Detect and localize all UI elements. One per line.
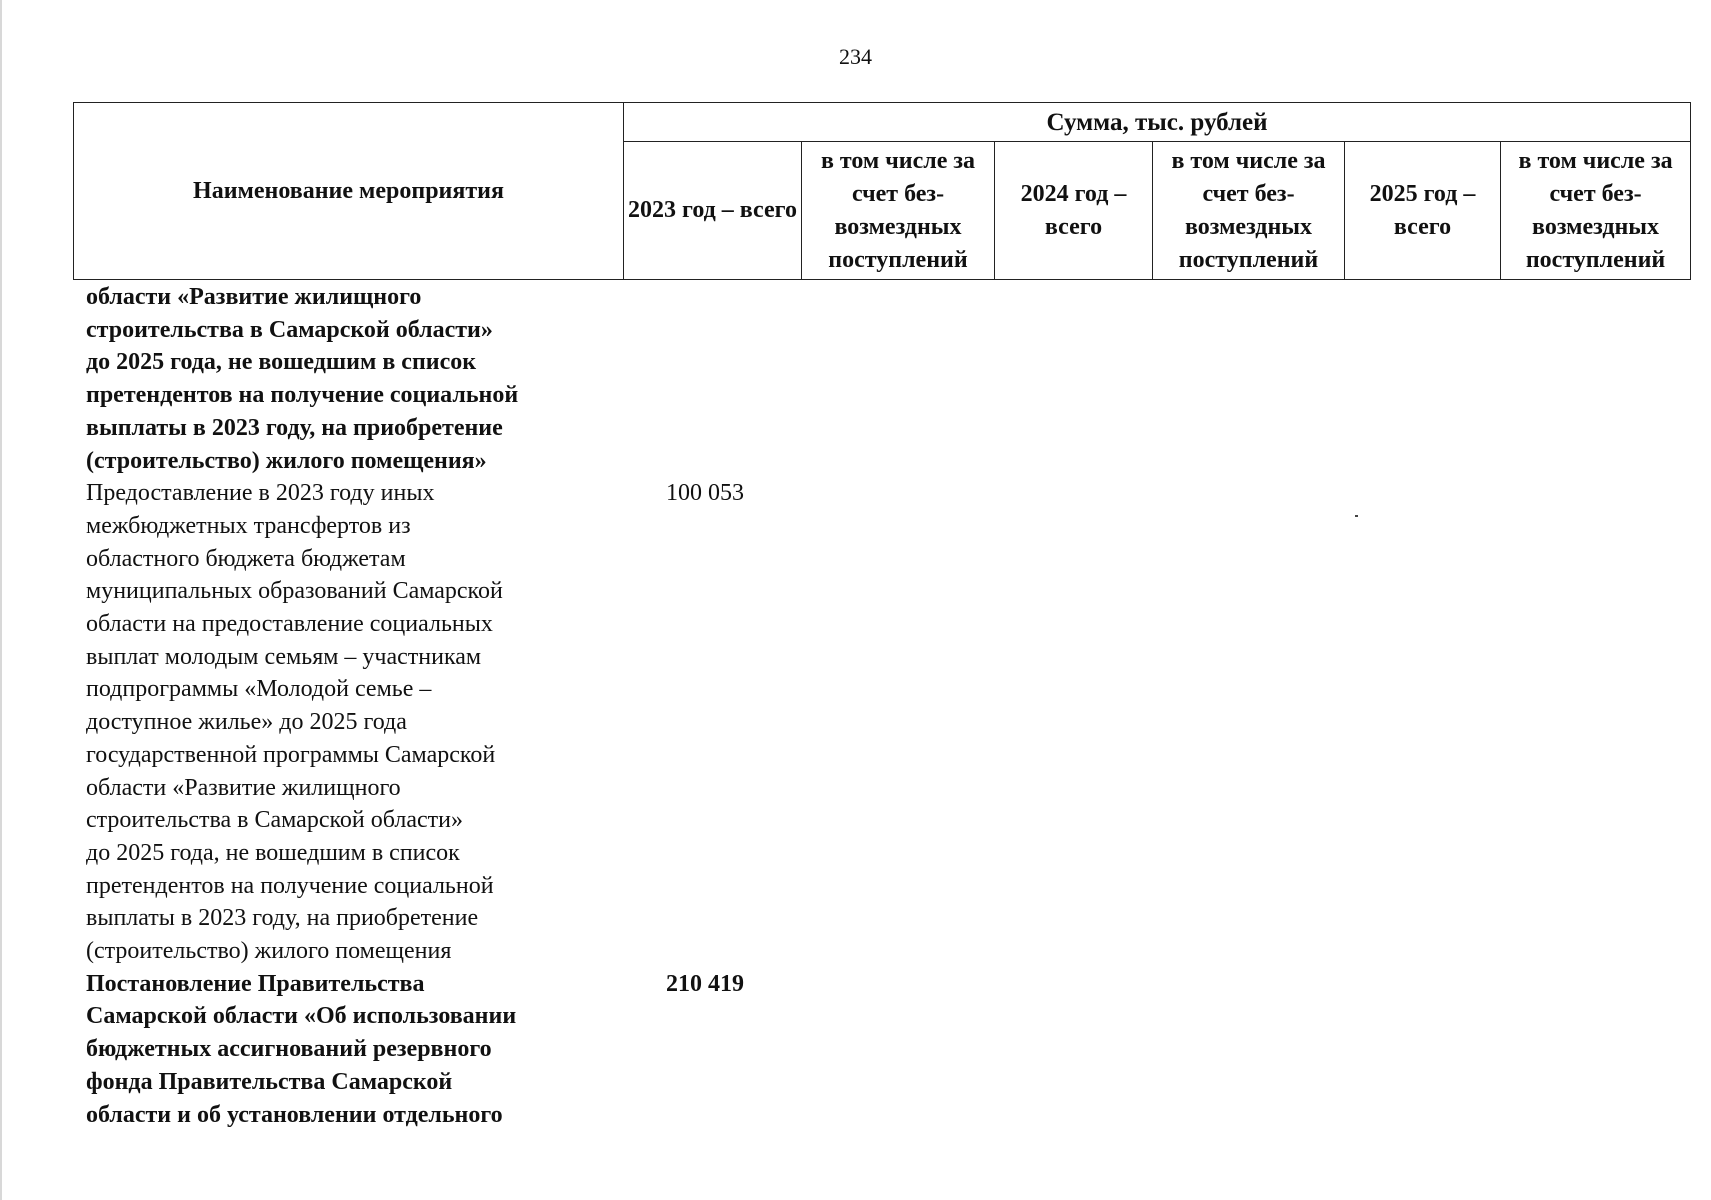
- row-name-line: фонда Правительства Самарской: [86, 1068, 453, 1095]
- row-name-line: государственной программы Самарской: [86, 741, 496, 768]
- row-name-line: (строительство) жилого помещения: [86, 938, 452, 965]
- row-name-line: области «Развитие жилищного: [86, 284, 422, 310]
- header-sum-title: Сумма, тыс. рублей: [624, 103, 1691, 142]
- header-2024-grants: в том числе за счет без-возмездных поступлений: [1153, 142, 1345, 280]
- row-name-line: выплат молодым семьям – участникам: [86, 643, 482, 670]
- row-name-line: области на предоставление социальных: [86, 611, 493, 638]
- row-name: [86, 968, 626, 1132]
- row-name-line: выплаты в 2023 году, на приобретение: [86, 414, 503, 441]
- row-name-line: строительства в Самарской области»: [86, 316, 493, 343]
- row-name-line: (строительство) жилого помещения»: [86, 447, 487, 474]
- row-name-line: претендентов на получение социальной: [86, 872, 494, 899]
- table-row-continuation: [0, 281, 1711, 477]
- header-2023-grants: в том числе за счет без-возмездных поступлений: [802, 142, 995, 280]
- row-name-line: доступное жилье» до 2025 года: [86, 709, 407, 736]
- row-name: [86, 281, 626, 477]
- table-row-resolution: [0, 968, 1711, 1132]
- header-name-column: Наименование мероприятия: [74, 103, 624, 280]
- row-name-line: бюджетных ассигнований резервного: [86, 1036, 492, 1063]
- row-name-line: подпрограммы «Молодой семье –: [86, 676, 432, 703]
- header-2025-grants: в том числе за счет без-возмездных поступлений: [1501, 142, 1691, 280]
- row-name-line: выплаты в 2023 году, на приобретение: [86, 905, 479, 932]
- row-name-line: Самарской области «Об использовании: [86, 1003, 517, 1030]
- row-name-line: претендентов на получение социальной: [86, 382, 519, 409]
- row-name-line: области «Развитие жилищного: [86, 774, 401, 801]
- row-name-line: строительства в Самарской области»: [86, 807, 463, 834]
- row-name-line: муниципальных образований Самарской: [86, 578, 503, 605]
- header-2024-total: 2024 год – всего: [995, 142, 1153, 280]
- row-value-2023-total: 100 053: [666, 480, 744, 507]
- row-name-line: до 2025 года, не вошедшим в список: [86, 839, 460, 866]
- header-2025-total: 2025 год – всего: [1345, 142, 1501, 280]
- row-name-line: области и об установлении отдельного: [86, 1101, 503, 1128]
- scan-speck: [1355, 515, 1358, 517]
- table-header: [73, 102, 1691, 280]
- row-name-line: Постановление Правительства: [86, 970, 425, 997]
- table-body: [0, 281, 1711, 1131]
- row-value-2023-total: 210 419: [666, 970, 744, 997]
- row-name: [86, 477, 626, 968]
- row-name-line: межбюджетных трансфертов из: [86, 512, 411, 539]
- row-name-line: областного бюджета бюджетам: [86, 545, 406, 572]
- row-name-line: до 2025 года, не вошедшим в список: [86, 349, 477, 376]
- page-number: 234: [839, 44, 872, 69]
- table-row-transfers: [0, 477, 1711, 968]
- header-2023-total: 2023 год – всего: [624, 142, 802, 280]
- row-name-line: Предоставление в 2023 году иных: [86, 480, 435, 507]
